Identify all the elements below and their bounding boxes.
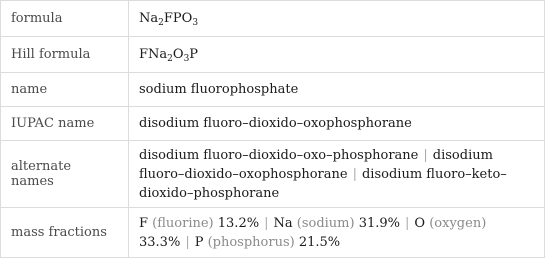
alternate-names-row <box>1 141 545 208</box>
formula-part: Na <box>139 11 159 26</box>
hill-subscript: 2 <box>167 54 173 64</box>
formula-subscript: 2 <box>158 18 164 28</box>
separator: | <box>423 147 428 163</box>
formula-part: FPO <box>163 11 193 26</box>
hill-part: FNa <box>139 47 168 62</box>
separator: | <box>264 215 269 231</box>
element-name: (oxygen) <box>429 215 487 231</box>
element-symbol: P <box>194 234 204 250</box>
alternate-names-label: alternate names <box>1 141 129 208</box>
alternate-name: disodium fluoro–dioxido–oxo–phosphorane <box>139 147 419 163</box>
alternate-name: disodium fluoro–dioxido–oxophosphorane <box>139 147 493 182</box>
iupac-value: disodium fluoro–dioxido–oxophosphorane <box>129 107 545 141</box>
element-symbol: O <box>414 215 426 231</box>
element-symbol: F <box>139 215 149 231</box>
element-symbol: Na <box>273 215 293 231</box>
separator: | <box>352 166 357 182</box>
hill-part: O <box>172 47 184 62</box>
mass-fractions-label: mass fractions <box>1 208 129 258</box>
formula-value <box>129 1 545 37</box>
alternate-names-value <box>129 141 545 208</box>
formula-subscript: 3 <box>192 18 199 28</box>
formula-label: formula <box>1 1 129 37</box>
hill-formula-row <box>1 37 545 73</box>
formula-row <box>1 1 545 37</box>
mass-fractions-row <box>1 208 545 258</box>
separator: | <box>185 234 190 250</box>
element-percent: 13.2% <box>217 215 260 231</box>
mass-fractions-value <box>129 208 545 258</box>
element-name: (sodium) <box>296 215 355 231</box>
name-value: sodium fluorophosphate <box>129 73 545 107</box>
hill-part: P <box>189 47 199 62</box>
element-percent: 31.9% <box>358 215 401 231</box>
alternate-name: disodium fluoro–keto–dioxido–phosphorane <box>139 166 507 201</box>
separator: | <box>405 215 410 231</box>
element-percent: 21.5% <box>298 234 341 250</box>
element-percent: 33.3% <box>139 234 181 250</box>
hill-formula-value <box>129 37 545 73</box>
hill-formula-label: Hill formula <box>1 37 129 73</box>
name-label: name <box>1 73 129 107</box>
iupac-row <box>1 107 545 141</box>
hill-subscript: 3 <box>183 54 190 64</box>
element-name: (phosphorus) <box>207 234 295 250</box>
iupac-label: IUPAC name <box>1 107 129 141</box>
element-name: (fluorine) <box>152 215 214 231</box>
name-row <box>1 73 545 107</box>
